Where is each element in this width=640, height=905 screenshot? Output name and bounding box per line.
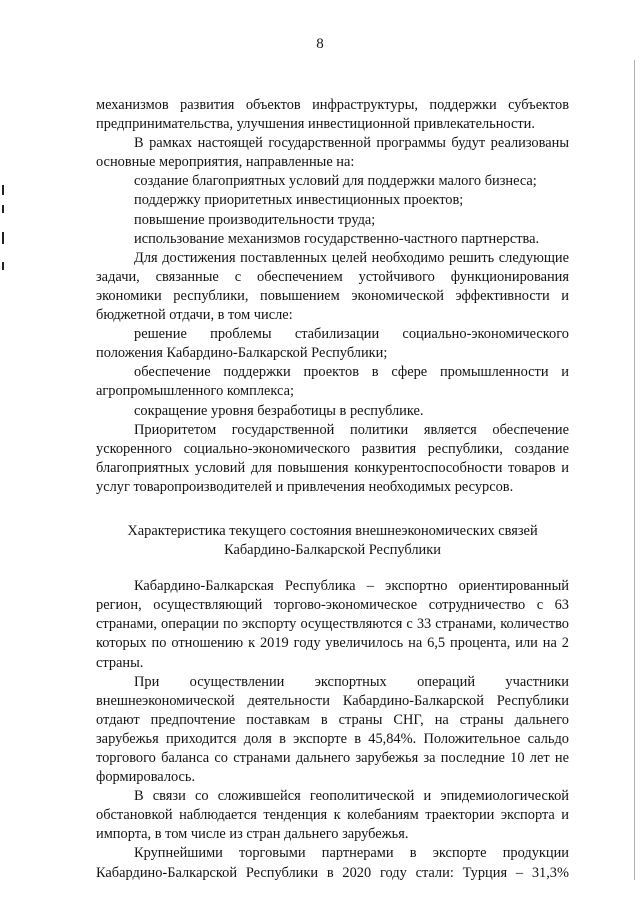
list-item: решение проблемы стабилизации социально-экономического положения Кабардино-Балкарской Республики; — [96, 326, 569, 362]
list-item: использование механизмов государственно-частного партнерства. — [134, 230, 540, 247]
list-item: поддержку приоритетных инвестиционных проектов; — [134, 192, 464, 209]
paragraph: Крупнейшими торговыми партнерами в экспорте продукции Кабардино-Балкарской Республики в 2020 году стали: Турция – 31,3% — [96, 845, 569, 881]
section-heading — [96, 522, 569, 560]
scan-artifact — [2, 232, 4, 244]
paragraph: Приоритетом государственной политики является обеспечение ускоренного социально-экономического развития республики, создание благоприятных условий для повышения конкурентоспособности товаров и услуг товаропроизводителей и привлечения необходимых ресурсов. — [96, 421, 569, 495]
page-number: 8 — [316, 36, 324, 52]
list-item: создание благоприятных условий для поддержки малого бизнеса; — [134, 173, 537, 190]
scan-artifact — [2, 205, 4, 213]
paragraph: механизмов развития объектов инфраструктуры, поддержки субъектов предпринимательства, улучшения инвестиционной привлекательности. — [96, 97, 569, 133]
section-heading-line: Характеристика текущего состояния внешнеэкономических связей — [127, 522, 538, 539]
paragraph: Для достижения поставленных целей необходимо решить следующие задачи, связанные с обеспечением устойчивого функционирования экономики республики, повышением экономической эффективности и бюджетной отдачи, в том числе: — [96, 249, 569, 324]
paragraph: При осуществлении экспортных операций участники внешнеэкономической деятельности Кабардино-Балкарской Республики отдают предпочтение поставкам в страны СНГ, на страны дальнего зарубежья приходится доля в экспорте в 45,84%. Положительное сальдо торгового баланса со странами дальнего зарубежья за последние 10 лет не формировалось. — [96, 673, 569, 786]
paragraph: В рамках настоящей государственной программы будут реализованы основные мероприятия, направленные на: — [96, 135, 569, 171]
paragraph: В связи со сложившейся геополитической и эпидемиологической обстановкой наблюдается тенденция к колебаниям траектории экспорта и импорта, в том числе из стран дальнего зарубежья. — [96, 788, 569, 843]
scan-edge — [634, 60, 635, 880]
paragraph: Кабардино-Балкарская Республика – экспортно ориентированный регион, осуществляющий торгово-экономическое сотрудничество с 63 странами, операции по экспорту осуществляются с 33 странами, количество которых по отношению к 2019 году увеличилось на 6,5 процента, или на 2 страны. — [96, 578, 569, 671]
scan-artifact — [2, 262, 4, 270]
document-body — [96, 96, 569, 883]
scan-artifact — [2, 185, 4, 195]
list-item: повышение производительности труда; — [134, 211, 376, 228]
list-item: обеспечение поддержки проектов в сфере промышленности и агропромышленного комплекса; — [96, 364, 569, 400]
section-heading-line: Кабардино-Балкарской Республики — [224, 542, 441, 559]
list-item: сокращение уровня безработицы в республике. — [134, 402, 424, 419]
